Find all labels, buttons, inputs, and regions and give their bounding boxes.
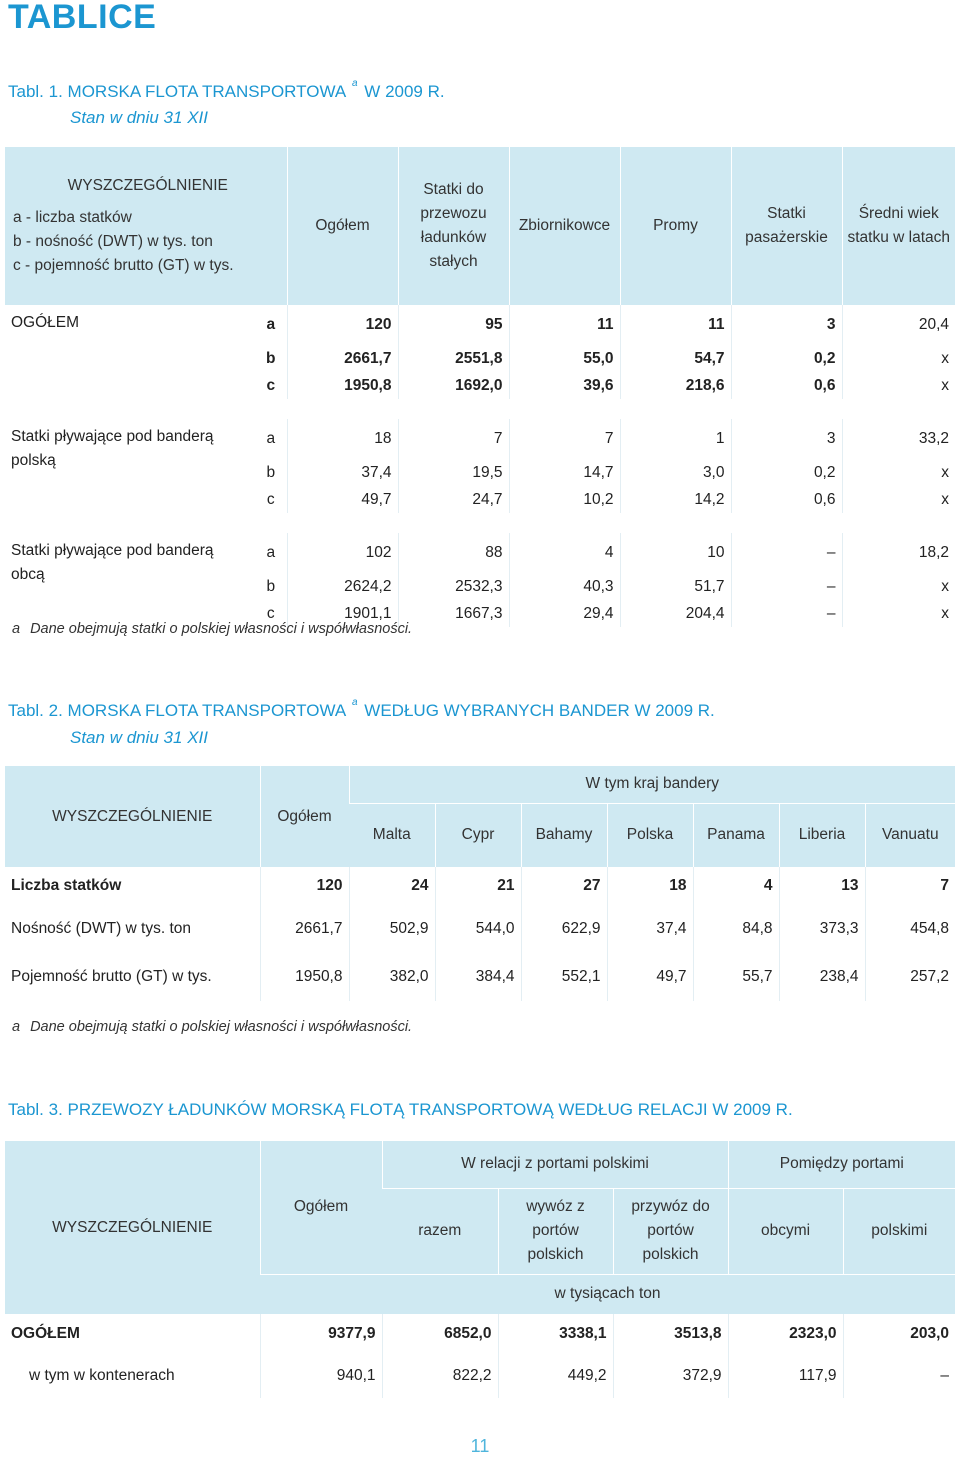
value-cell: 117,9 [728, 1354, 843, 1398]
table-row [5, 305, 955, 345]
table2-caption [8, 697, 715, 721]
table3-header-between-ports: Pomiędzy portami [728, 1141, 955, 1188]
table3-header-import: przywóz do portów polskich [613, 1188, 728, 1274]
table2-header-country: Panama [693, 803, 779, 867]
row-group-label: Statki pływające pod banderą obcą [11, 542, 214, 583]
value-cell: 373,3 [779, 905, 865, 953]
table2-header-spec: WYSZCZEGÓLNIENIE [5, 766, 260, 867]
row-letter: c [266, 376, 276, 394]
value-cell: 37,4 [287, 459, 398, 486]
value-cell: 24,7 [398, 486, 509, 513]
value-cell: 39,6 [509, 372, 620, 399]
value-cell: 9377,9 [260, 1314, 382, 1354]
row-label: Pojemność brutto (GT) w tys. [11, 968, 212, 985]
table1-header-passenger: Statki pasażerskie [731, 147, 842, 305]
row-letter: c [266, 490, 275, 508]
value-cell: 11 [509, 305, 620, 345]
table3-header-total: Ogółem [260, 1141, 382, 1274]
value-cell: 55,7 [693, 953, 779, 1001]
value-cell: 1950,8 [287, 372, 398, 399]
table-row [5, 867, 955, 905]
table-row [5, 905, 955, 953]
value-cell: 18 [287, 419, 398, 459]
value-cell: 4 [509, 533, 620, 573]
value-cell: 33,2 [842, 419, 955, 459]
spacer-cell [5, 513, 955, 533]
table1-header-tankers: Zbiornikowce [509, 147, 620, 305]
value-cell: x [842, 573, 955, 600]
row-letter: b [266, 349, 276, 367]
value-cell: 449,2 [498, 1354, 613, 1398]
value-cell: 27 [521, 867, 607, 905]
table1-header-spec [5, 147, 287, 305]
table3-header-spec: WYSZCZEGÓLNIENIE [5, 1141, 260, 1314]
value-cell: x [842, 486, 955, 513]
value-cell: 0,2 [731, 459, 842, 486]
value-cell: 204,4 [620, 600, 731, 627]
value-cell: 49,7 [607, 953, 693, 1001]
value-cell: 84,8 [693, 905, 779, 953]
value-cell: x [842, 600, 955, 627]
table2-footnote-mark: a [12, 1019, 21, 1035]
value-cell: 3,0 [620, 459, 731, 486]
value-cell: 1901,1 [287, 600, 398, 627]
value-cell: 940,1 [260, 1354, 382, 1398]
value-cell: – [731, 573, 842, 600]
table1-spec-title: WYSZCZEGÓLNIENIE [67, 177, 228, 194]
table1-footnote [12, 621, 412, 637]
table-spacer [5, 399, 955, 419]
table2-subtitle: Stan w dniu 31 XII [70, 728, 208, 747]
page-number: 11 [470, 1436, 490, 1456]
table2-caption-footnote-mark: a [352, 697, 358, 709]
table1-header-total: Ogółem [287, 147, 398, 305]
value-cell: 120 [287, 305, 398, 345]
value-cell: 384,4 [435, 953, 521, 1001]
value-cell: – [843, 1354, 955, 1398]
table1-caption-prefix: Tabl. 1. MORSKA FLOTA TRANSPORTOWA [8, 82, 346, 101]
table3-header-polish-ports: W relacji z portami polskimi [382, 1141, 728, 1188]
value-cell: 382,0 [349, 953, 435, 1001]
value-cell: 40,3 [509, 573, 620, 600]
row-label: OGÓŁEM [11, 1325, 80, 1342]
value-cell: 372,9 [613, 1354, 728, 1398]
value-cell: 10,2 [509, 486, 620, 513]
value-cell: 622,9 [521, 905, 607, 953]
value-cell: 552,1 [521, 953, 607, 1001]
value-cell: 218,6 [620, 372, 731, 399]
table3-header-unit: w tysiącach ton [260, 1274, 955, 1314]
value-cell: 13 [779, 867, 865, 905]
table2-header-country: Liberia [779, 803, 865, 867]
row-label: Liczba statków [11, 877, 122, 894]
value-cell: x [842, 372, 955, 399]
value-cell: 55,0 [509, 345, 620, 372]
table3-header-razem: razem [382, 1188, 498, 1274]
table2-footnote [12, 1019, 412, 1035]
value-cell: 3 [731, 305, 842, 345]
value-cell: 21 [435, 867, 521, 905]
value-cell: 18 [607, 867, 693, 905]
table2-footnote-text: Dane obejmują statki o polskiej własności i współwłasności. [30, 1019, 413, 1035]
value-cell: x [842, 345, 955, 372]
value-cell: – [731, 533, 842, 573]
table2-header-group: W tym kraj bandery [349, 766, 955, 803]
value-cell: 203,0 [843, 1314, 955, 1354]
row-letter: c [266, 604, 275, 622]
table3-header-polish: polskimi [843, 1188, 955, 1274]
value-cell: 19,5 [398, 459, 509, 486]
table-row [5, 1314, 955, 1354]
value-cell: 0,6 [731, 486, 842, 513]
table2-header-country: Malta [349, 803, 435, 867]
value-cell: 7 [865, 867, 955, 905]
value-cell: x [842, 459, 955, 486]
value-cell: 544,0 [435, 905, 521, 953]
value-cell: 18,2 [842, 533, 955, 573]
row-letter: b [266, 577, 276, 595]
value-cell: 2323,0 [728, 1314, 843, 1354]
table-row [5, 419, 955, 459]
value-cell: 0,6 [731, 372, 842, 399]
row-label: w tym w kontenerach [29, 1367, 175, 1384]
value-cell: 14,7 [509, 459, 620, 486]
table2-caption-prefix: Tabl. 2. MORSKA FLOTA TRANSPORTOWA [8, 701, 346, 720]
table1-caption [8, 78, 445, 102]
value-cell: 54,7 [620, 345, 731, 372]
value-cell: 502,9 [349, 905, 435, 953]
table1-subtitle: Stan w dniu 31 XII [70, 108, 208, 127]
value-cell: 24 [349, 867, 435, 905]
table2-header-country: Polska [607, 803, 693, 867]
table1-caption-footnote-mark: a [352, 78, 358, 90]
value-cell: 51,7 [620, 573, 731, 600]
table2 [5, 766, 955, 1001]
table2-caption-suffix: WEDŁUG WYBRANYCH BANDER W 2009 R. [364, 701, 715, 720]
table-row [5, 953, 955, 1001]
value-cell: 454,8 [865, 905, 955, 953]
value-cell: 3 [731, 419, 842, 459]
value-cell: 20,4 [842, 305, 955, 345]
table1-spec-a: a - liczba statków [13, 209, 132, 226]
value-cell: 1950,8 [260, 953, 349, 1001]
page-title: TABLICE [8, 0, 157, 36]
value-cell: 29,4 [509, 600, 620, 627]
row-group-label: OGÓŁEM [11, 314, 80, 331]
value-cell: 3338,1 [498, 1314, 613, 1354]
value-cell: – [731, 600, 842, 627]
value-cell: 49,7 [287, 486, 398, 513]
table1-footnote-text: Dane obejmują statki o polskiej własności i współwłasności. [30, 621, 413, 637]
value-cell: 257,2 [865, 953, 955, 1001]
table2-header-country: Cypr [435, 803, 521, 867]
row-letter: a [266, 316, 276, 333]
table1-spec-c: c - pojemność brutto (GT) w tys. [13, 257, 234, 274]
spacer-cell [5, 399, 955, 419]
row-group-label: Statki pływające pod banderą polską [11, 428, 214, 469]
value-cell: 4 [693, 867, 779, 905]
value-cell: 120 [260, 867, 349, 905]
table3 [5, 1141, 955, 1398]
table2-header-country: Bahamy [521, 803, 607, 867]
value-cell: 2661,7 [260, 905, 349, 953]
value-cell: 2661,7 [287, 345, 398, 372]
value-cell: 0,2 [731, 345, 842, 372]
value-cell: 88 [398, 533, 509, 573]
table3-caption: Tabl. 3. PRZEWOZY ŁADUNKÓW MORSKĄ FLOTĄ TRANSPORTOWĄ WEDŁUG RELACJI W 2009 R. [8, 1100, 793, 1119]
value-cell: 7 [509, 419, 620, 459]
value-cell: 1667,3 [398, 600, 509, 627]
value-cell: 7 [398, 419, 509, 459]
table1-footnote-mark: a [12, 621, 21, 637]
value-cell: 2551,8 [398, 345, 509, 372]
value-cell: 2624,2 [287, 573, 398, 600]
table-row [5, 533, 955, 573]
table3-header-export: wywóz z portów polskich [498, 1188, 613, 1274]
value-cell: 102 [287, 533, 398, 573]
row-letter: b [266, 463, 276, 481]
table1-header-age: Średni wiek statku w latach [842, 147, 955, 305]
table3-header-foreign: obcymi [728, 1188, 843, 1274]
table1-spec-b: b - nośność (DWT) w tys. ton [13, 233, 213, 250]
table1-header-ferries: Promy [620, 147, 731, 305]
value-cell: 3513,8 [613, 1314, 728, 1354]
value-cell: 1 [620, 419, 731, 459]
value-cell: 1692,0 [398, 372, 509, 399]
value-cell: 14,2 [620, 486, 731, 513]
table2-header-total: Ogółem [260, 766, 349, 867]
row-letter: a [266, 430, 276, 447]
value-cell: 95 [398, 305, 509, 345]
value-cell: 238,4 [779, 953, 865, 1001]
table1-caption-suffix: W 2009 R. [364, 82, 445, 101]
row-label: Nośność (DWT) w tys. ton [11, 920, 191, 937]
table1-header-dry-cargo: Statki do przewozu ładunków stałych [398, 147, 509, 305]
value-cell: 10 [620, 533, 731, 573]
value-cell: 11 [620, 305, 731, 345]
value-cell: 37,4 [607, 905, 693, 953]
table-spacer [5, 513, 955, 533]
value-cell: 6852,0 [382, 1314, 498, 1354]
value-cell: 2532,3 [398, 573, 509, 600]
table-row [5, 1354, 955, 1398]
value-cell: 822,2 [382, 1354, 498, 1398]
table1 [5, 147, 955, 627]
row-letter: a [266, 544, 276, 561]
table2-header-country: Vanuatu [865, 803, 955, 867]
